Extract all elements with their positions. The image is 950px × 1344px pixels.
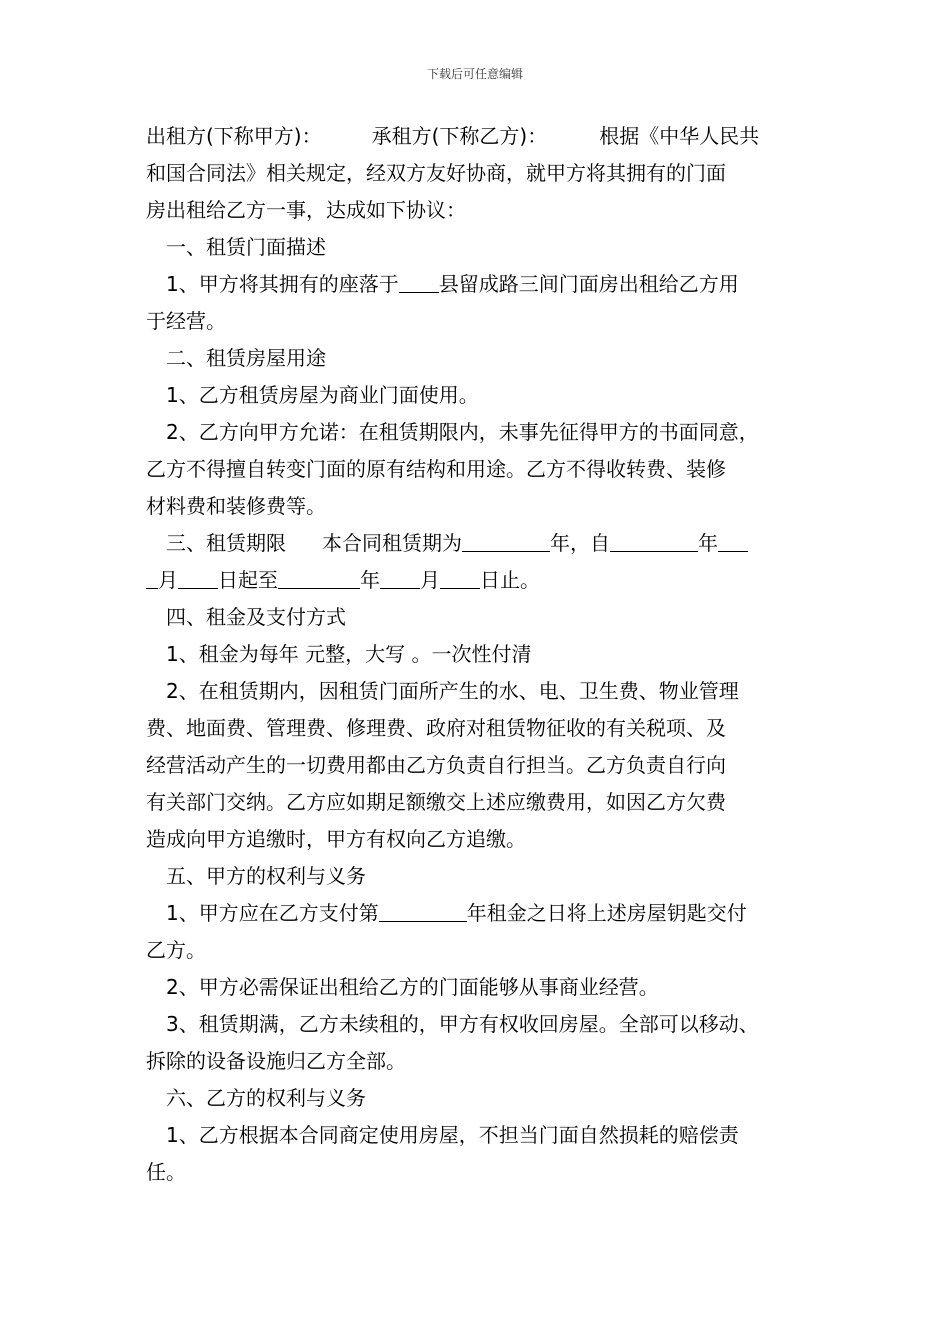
- section-2-clause-2-cont: 乙方不得擅自转变门面的原有结构和用途。乙方不得收转费、装修: [146, 457, 726, 481]
- intro-line-3: 房出租给乙方一事，达成如下协议：: [146, 198, 466, 222]
- section-1-clause-1: [146, 266, 816, 303]
- start-day-blank: [178, 566, 218, 589]
- section-1-heading: 一、租赁门面描述: [166, 235, 326, 259]
- section-5-heading: 五、甲方的权利与义务: [166, 864, 366, 888]
- section-1-clause-1-cont: 于经营。: [146, 309, 226, 333]
- location-blank: [399, 270, 439, 293]
- section-4-clause-2-cont: 经营活动产生的一切费用都由乙方负责自行担当。乙方负责自行向: [146, 753, 726, 777]
- section-4-clause-2-cont: 费、地面费、管理费、修理费、政府对租赁物征收的有关税项、及: [146, 716, 726, 740]
- clause-text: 年租金之日将上述房屋钥匙交付: [466, 901, 747, 925]
- end-month-blank: [380, 566, 420, 589]
- clause-text: 年: [698, 531, 718, 555]
- start-month-blank-b: [146, 566, 158, 589]
- section-6-clause-1: 1、乙方根据本合同商定使用房屋，不担当门面自然损耗的赔偿责: [166, 1123, 739, 1147]
- section-4-clause-2-cont: 有关部门交纳。乙方应如期足额缴交上述应缴费用，如因乙方欠费: [146, 790, 726, 814]
- clause-text: 1、甲方应在乙方支付第: [166, 901, 379, 925]
- clause-text: 本合同租赁期为: [322, 531, 462, 555]
- end-year-blank: [278, 566, 360, 589]
- section-3-heading: 三、租赁期限: [166, 531, 286, 555]
- section-4-heading: 四、租金及支付方式: [166, 605, 346, 629]
- clause-text: 月: [158, 568, 178, 592]
- section-2-clause-2: 2、乙方向甲方允诺：在租赁期限内，未事先征得甲方的书面同意，: [166, 420, 759, 444]
- clause-text: 1、甲方将其拥有的座落于: [166, 272, 399, 296]
- clause-text: 日起至: [218, 568, 278, 592]
- term-years-blank: [462, 529, 550, 552]
- section-6-clause-1-cont: 任。: [146, 1160, 186, 1184]
- clause-text: 年: [360, 568, 380, 592]
- section-5-clause-1-cont: 乙方。: [146, 938, 206, 962]
- intro-line-2: 和国合同法》相关规定，经双方友好协商，就甲方将其拥有的门面: [146, 161, 726, 185]
- section-5-clause-1: [146, 895, 816, 932]
- section-4-clause-1: 1、租金为每年 元整，大写 。一次性付清: [166, 642, 532, 666]
- section-3-line-1: [146, 525, 816, 562]
- section-5-clause-3-cont: 拆除的设备设施归乙方全部。: [146, 1049, 406, 1073]
- intro-line-1: [146, 118, 816, 155]
- clause-text: 月: [420, 568, 440, 592]
- lessee-label: 承租方(下称乙方)：: [371, 124, 548, 148]
- rent-year-blank: [379, 899, 467, 922]
- section-4-clause-2-cont: 造成向甲方追缴时，甲方有权向乙方追缴。: [146, 827, 526, 851]
- intro-basis-start: 根据《中华人民共: [599, 124, 760, 148]
- section-5-clause-3: 3、租赁期满，乙方未续租的，甲方有权收回房屋。全部可以移动、: [166, 1012, 759, 1036]
- section-2-clause-2-cont: 材料费和装修费等。: [146, 494, 326, 518]
- start-month-blank-a: [718, 529, 748, 552]
- clause-text: 年，自: [550, 531, 610, 555]
- clause-text: 县留成路三间门面房出租给乙方用: [438, 272, 739, 296]
- start-year-blank: [610, 529, 698, 552]
- section-5-clause-2: 2、甲方必需保证出租给乙方的门面能够从事商业经营。: [166, 975, 659, 999]
- section-3-line-2: [146, 562, 816, 599]
- contract-body: [146, 118, 816, 1191]
- clause-text: 日止。: [480, 568, 540, 592]
- section-4-clause-2: 2、在租赁期内，因租赁门面所产生的水、电、卫生费、物业管理: [166, 679, 739, 703]
- end-day-blank: [440, 566, 480, 589]
- section-2-clause-1: 1、乙方租赁房屋为商业门面使用。: [166, 383, 479, 407]
- section-2-heading: 二、租赁房屋用途: [166, 346, 326, 370]
- lessor-label: 出租方(下称甲方)：: [146, 124, 322, 148]
- section-6-heading: 六、乙方的权利与义务: [166, 1086, 366, 1110]
- page-header-note: 下载后可任意编辑: [426, 67, 523, 81]
